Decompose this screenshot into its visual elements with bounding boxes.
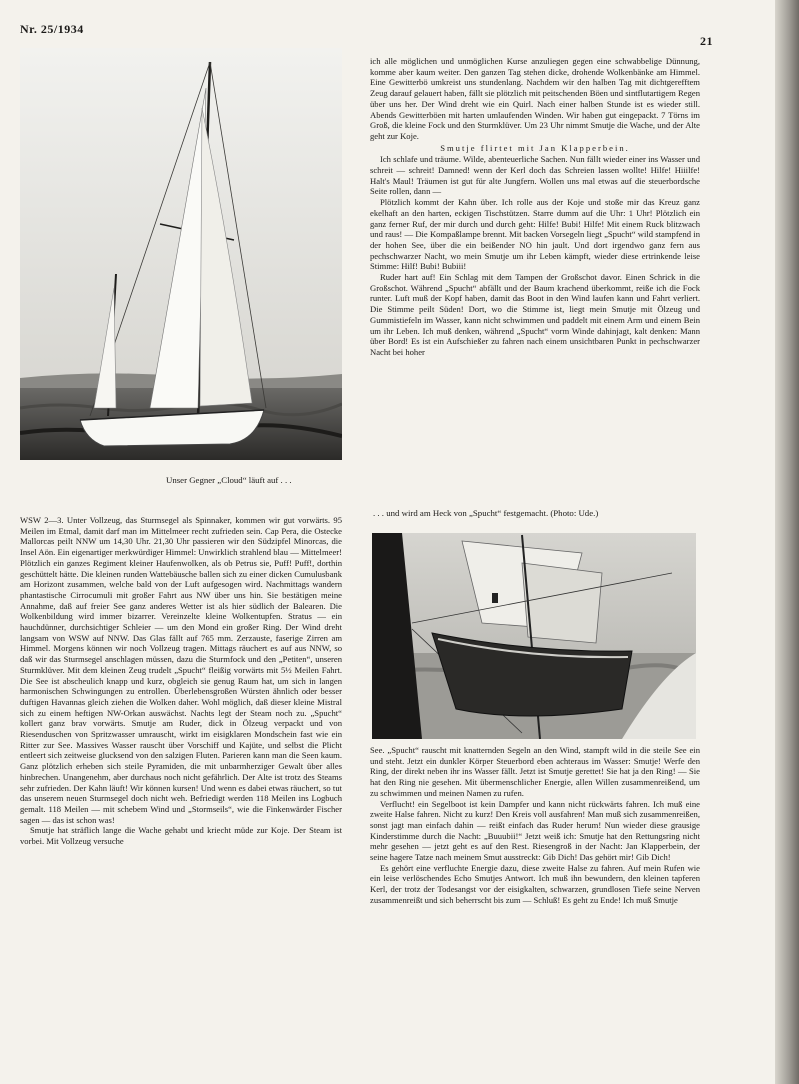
text-column-right-bottom [370, 745, 700, 906]
page-binding-edge [775, 0, 799, 1084]
section-subheading: Smutje flirtet mit Jan Klapperbein. [440, 142, 630, 153]
page-number: 21 [700, 34, 713, 48]
photo-yacht-spucht [372, 533, 696, 739]
text-column-right-top [370, 56, 700, 358]
paragraph: Plötzlich kommt der Kahn über. Ich rolle aus der Koje und stoße mir das Kreuz ganz ekelhaft an den harten, eckigen Tischstützen. Starre dumm auf die Uhr: 1 Uhr! Plötzlich ein ganz ferner Ruf, der mir durch und durch geht: Hilfe! Bubi! Hilfe! Mit einem Ruck blitzwach und raus! — Die Kompaßlampe brennt. Mit backen Vorsegeln liegt „Spucht“ wild stampfend in der hohen See, über die ein beißender NO hin jault. Und dort irgendwo ganz fern aus pechschwarzer Nacht, wo mein Smutje um ihr Leben kämpft, wieder diese ertrinkende leise Stimme: Hilf! Bubi! Bubiii! [370, 197, 700, 272]
photo-yacht-cloud [20, 48, 342, 460]
issue-number: Nr. 25/1934 [20, 22, 84, 36]
paragraph: See. „Spucht“ rauscht mit knatternden Segeln an den Wind, stampft wild in die steile See ein und steht. Jetzt ein dunkler Körper Steuerbord eben achteraus im Wasser: Smutje! Werfe den Ring, der direkt neben ihr ins Wasser fällt. Jetzt ist Smutje gerettet! Sie hat ja den Ring! — Sie hat den Ring nie gesehen. Mit übermenschlicher Energie, allen Willen zusammenreißend, um zu schwimmen und meinen Namen zu rufen. [370, 745, 700, 798]
paragraph: Smutje hat sträflich lange die Wache gehabt und kriecht müde zur Koje. Der Steam ist vorbei. Mit Vollzeug versuche [20, 825, 342, 847]
paragraph: Verflucht! ein Segelboot ist kein Dampfer und kann nicht rückwärts fahren. Ich muß eine zweite Halse fahren. Nicht zu kurz! Den Kreis voll ausfahren! Man muß sich zusammenreißen, sonst jagt man einfach dahin — reißt einfach das Ruder herum! Nun wieder diese grausige Kinderstimme durch die Nacht: „Buuubii!“ Jetzt weiß ich: Smutje hat den Rettungsring nicht mehr gesehen — jetzt geht es auf den Rest. Riesengroß in der Nacht: Jan Klapperbein, der seine hagere Tatze nach meinem Smut ausstreckt: Gib Dich! Das gehört mir! Gib Dich! [370, 798, 700, 863]
paragraph: WSW 2—3. Unter Vollzeug, das Sturmsegel als Spinnaker, kommen wir gut vorwärts. 95 Meilen im Etmal, damit darf man im Mittelmeer recht zufrieden sein. Cap Pera, die Ostecke Mallorcas peilt NNW um 14,30 Uhr. 21,30 Uhr passieren wir den Südzipfel Minorcas, die Insel Aön. Ein eigenartiger merkwürdiger Himmel: Unwirklich strahlend blau — Mittelmeer! Plötzlich ein ganzes Regiment kleiner Haufenwolken, als ob Petrus sie, Puff! Puff!, dorthin geschüttelt hätte. Die kleinen runden Wattebäusche ballen sich zu einer dicken Cumulusbank am Horizont zusammen, welche bald von der Luft aufgesogen wird. Nachmittags wandern phantastische Cirrocumuli mit großer Fahrt aus NW über uns hin. Sie bestätigen meine Annahme, daß auf freier See ganz anderes Wetter ist als hier südlich der Balearen. Die Wolkenbildung wird immer bizarrer. Vereinzelte kleine Wolkentupfen. Stratus — ein hauchdünner, durchsichtiger Schleier — um den Mond ein großer Ring. Der Wind dreht langsam von WSW auf NNW. Das Glas fällt auf 765 mm. Zerzauste, faserige Zirren am Himmel. Morgens können wir noch Vollzeug tragen. Mittags räuchert es auf aus NNW, so daß wir das Sturmsegel anschlagen müssen, dazu die Sturmfock und den „Petiten“, unseren Sturmklüver. Mit dem kleinen Zeug trudelt „Spucht“ fleißig vorwärts mit 5½ Meilen Fahrt. Die See ist abscheulich knapp und kurz, obgleich sie genug Raum hat, um sich in langen harmonischen Schwingungen zu entrollen. Überlebensgroßen Würsten ähnlich oder besser duftigen Havannas gleich ziehen die Wolken daher. Wohl möglich, daß dieser kleine Mistral sich zu einem heftigen NW-Orkan auswächst. Nachts legt der Steam noch zu. „Spucht“ kollert ganz brav vorwärts. Smutje am Ruder, dick in Ölzeug verpackt und von Riesenduschen von Spritzwasser umrauscht, wirkt im eisigklaren Mondschein fast wie ein Ritter zur See. Massives Wasser rauscht über Vorschiff und Kajüte, und selbst die Plicht entleert sich zeitweise glucksend von den salzigen Fluten. Parieren kann man die Seen kaum. Ganz plötzlich erheben sich steile Pyramiden, die mit unbarmherziger Gewalt über alles hinbrechen. Unangenehm, aber durchaus noch nicht gefährlich. Der Alte ist trotz des Steams sehr zufrieden. Der Kahn läuft! Wir können kursen! Und wenn es dabei etwas räuchert, so tut das unserem neuen Sturmsegel doch nicht weh. Befriedigt werden 118 Meilen ins Logbuch gemalt. 118 Meilen — mit schebem Wind und „Stormseils“, wie die Finkenwärder Fischer sagen — das ist schon was! [20, 515, 342, 825]
photo-caption-spucht: . . . und wird am Heck von „Spucht“ festgemacht. (Photo: Ude.) [373, 508, 599, 518]
paragraph: Es gehört eine verfluchte Energie dazu, diese zweite Halse zu fahren. Auf mein Rufen wie ein leise verlöschendes Echo Smutjes Antwort. Ich muß ihn bewundern, den kleinen tapferen Kerl, der trotz der Todesangst vor der eisigkalten, schwarzen, grundlosen Tiefe seine Nerven zusammenreißt und sich beherrscht bis zum — Schluß! Es geht zu Ende! Ich muß Smutje [370, 862, 700, 905]
paragraph: Ruder hart auf! Ein Schlag mit dem Tampen der Großschot davor. Einen Schrick in die Großschot. Während „Spucht“ abfällt und der Baum krachend überkommt, reiße ich die Fock runter. Luft muß der Kopf haben, damit das Boot in den Wind laufen kann und Fahrt verliert. Die Stimme peilt Süden! Dort, wo die Stimme ist, liegt mein Smutje mit Ölzeug und Gummistiefeln im Wasser, kann nicht schwimmen und paddelt mit einem Arm und einem Bein um ihr Leben. Ich muß denken, während „Spucht“ vorm Winde dahinjagt, kalt denken: Mann über Bord! Es ist ein Aufschießer zu fahren nach einem unsichtbaren Punkt in pechschwarzer Nacht bei hoher [370, 272, 700, 357]
paragraph: ich alle möglichen und unmöglichen Kurse anzuliegen gegen eine schwabbelige Dünnung, komme aber kaum weiter. Den ganzen Tag stehen dicke, drohende Wolkenbänke am Himmel. Eine Gewitterbö umkreist uns stundenlang. Nachdem wir den halben Tag mit dichtgerefftem Zeug darauf gelauert haben, fällt sie plötzlich mit peitschenden Böen und sintflutartigem Regen über uns her. Der Wind dreht wie ein Quirl. Nach einer halben Stunde ist es wieder still. Abends Gewitterböen mit harten umlaufenden Winden. Wir haben gut eingepackt. 7 Törns im Groß, die kleine Fock und den Sturmklüver. Um 23 Uhr nimmt Smutje die Wache, und der Alte geht zur Koje. [370, 56, 700, 141]
paragraph: Ich schlafe und träume. Wilde, abenteuerliche Sachen. Nun fällt wieder einer ins Wasser und schreit — schreit! Damned! wenn der Kerl doch das Schreien lassen wollte! Hilfe! Hiiilfe! Halt's Maul! Träumen ist gut für alte Jungfern. Wollen uns mal etwas auf die steuerbordsche Seite rollen, dann — [370, 154, 700, 197]
text-column-left-bottom [20, 515, 342, 847]
photo-caption-cloud: Unser Gegner „Cloud“ läuft auf . . . [166, 475, 292, 485]
